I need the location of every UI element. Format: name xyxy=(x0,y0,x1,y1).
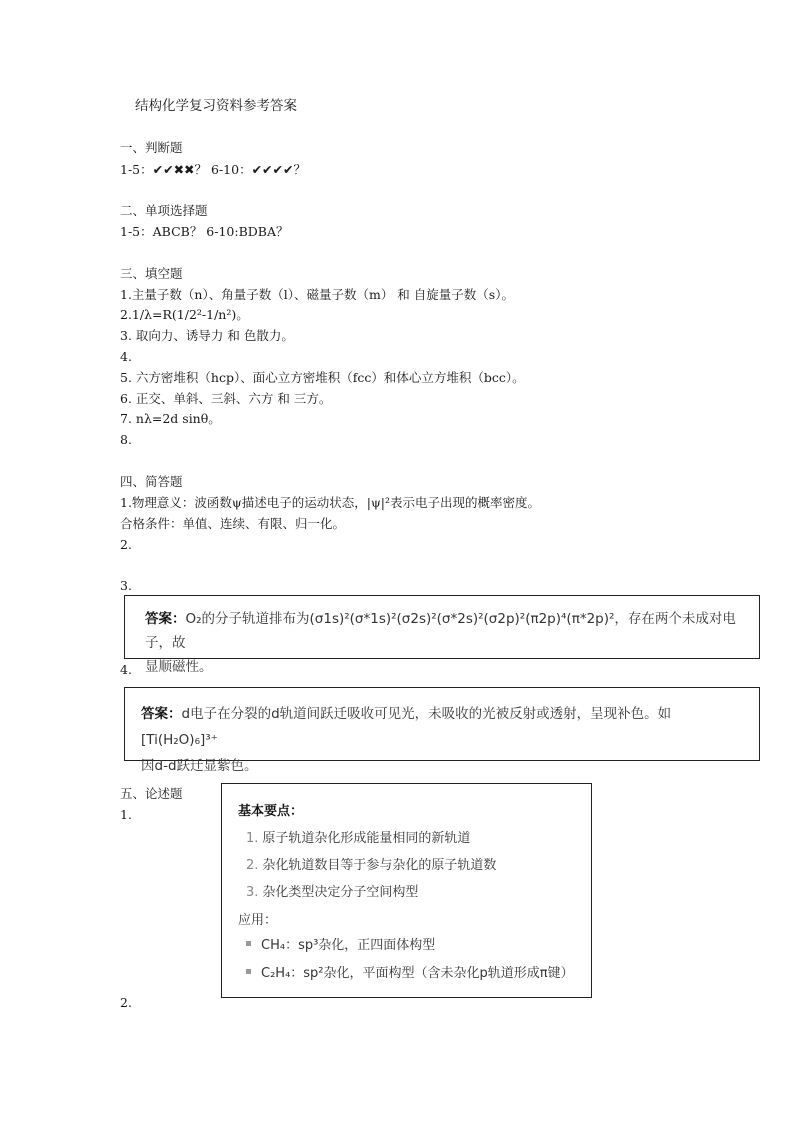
short-answer-q4: 4. xyxy=(120,662,132,677)
q4-answer-line1: 答案：d电子在分裂的d轨道间跃迁吸收可见光，未吸收的光被反射或透射，呈现补色。如[Ti(H₂O)₆]³⁺ xyxy=(141,706,672,748)
fill-item: 5. 六方密堆积（hcp）、面心立方密堆积（fcc）和体心立方堆积（bcc）。 xyxy=(120,370,525,385)
section-heading-essay: 五、论述题 xyxy=(120,786,183,801)
essay-q2: 2. xyxy=(120,995,132,1010)
fill-item: 4. xyxy=(120,349,132,364)
key-points-heading: 基本要点： xyxy=(238,804,304,819)
fill-item: 1.主量子数（n）、角量子数（l）、磁量子数（m） 和 自旋量子数（s）。 xyxy=(120,287,514,302)
fill-item: 3. 取向力、诱导力 和 色散力。 xyxy=(120,328,294,343)
document-title: 结构化学复习资料参考答案 xyxy=(135,98,297,114)
q3-answer-line2: 显顺磁性。 xyxy=(145,659,213,675)
list-item: 3. 杂化类型决定分子空间构型 xyxy=(246,885,419,900)
q3-answer-box xyxy=(124,595,760,675)
fill-item: 7. nλ=2d sinθ。 xyxy=(120,411,221,426)
short-answer-q1-line2: 合格条件：单值、连续、有限、归一化。 xyxy=(120,516,346,531)
q4-answer-box xyxy=(124,687,760,774)
application-heading: 应用： xyxy=(238,913,278,928)
bullet-icon xyxy=(246,969,251,974)
section-heading-choice: 二、单项选择题 xyxy=(120,203,208,218)
choice-answers: 1-5：ABCB？ 6-10:BDBA？ xyxy=(120,224,289,239)
list-item: 1. 原子轨道杂化形成能量相同的新轨道 xyxy=(246,831,471,846)
list-item: C₂H₄：sp²杂化，平面构型（含未杂化p轨道形成π键） xyxy=(238,964,577,992)
q3-answer-line1: 答案：O₂的分子轨道排布为(σ1s)²(σ*1s)²(σ2s)²(σ*2s)²(σ2p)²(π2p)⁴(π*2p)²，存在两个未成对电子，故 xyxy=(145,611,736,651)
list-item: 2. 杂化轨道数目等于参与杂化的原子轨道数 xyxy=(246,858,497,873)
fill-item: 8. xyxy=(120,432,132,447)
fill-item: 6. 正交、单斜、三斜、六方 和 三方。 xyxy=(120,391,332,406)
key-points-list xyxy=(238,829,577,910)
answer-label: 答案： xyxy=(141,706,182,722)
application-list xyxy=(238,936,577,992)
bullet-icon xyxy=(246,941,251,946)
section-heading-short-answer: 四、简答题 xyxy=(120,474,183,489)
short-answer-q1-line1: 1.物理意义：波函数ψ描述电子的运动状态，|ψ|²表示电子出现的概率密度。 xyxy=(120,495,540,510)
section-heading-fill: 三、填空题 xyxy=(120,266,183,281)
section-heading-judgement: 一、判断题 xyxy=(120,140,183,155)
q4-answer-line2: 因d-d跃迁显紫色。 xyxy=(141,758,258,774)
judgement-answers: 1-5：✔✔✖✖？ 6-10：✔✔✔✔？ xyxy=(120,162,306,177)
fill-item: 2.1/λ=R(1/2²-1/n²)。 xyxy=(120,307,249,322)
essay-answer-box xyxy=(221,783,592,998)
answer-label: 答案： xyxy=(145,611,186,627)
list-item: CH₄：sp³杂化，正四面体构型 xyxy=(238,936,577,964)
short-answer-q2: 2. xyxy=(120,537,132,552)
essay-q1: 1. xyxy=(120,807,132,822)
short-answer-q3: 3. xyxy=(120,578,132,593)
